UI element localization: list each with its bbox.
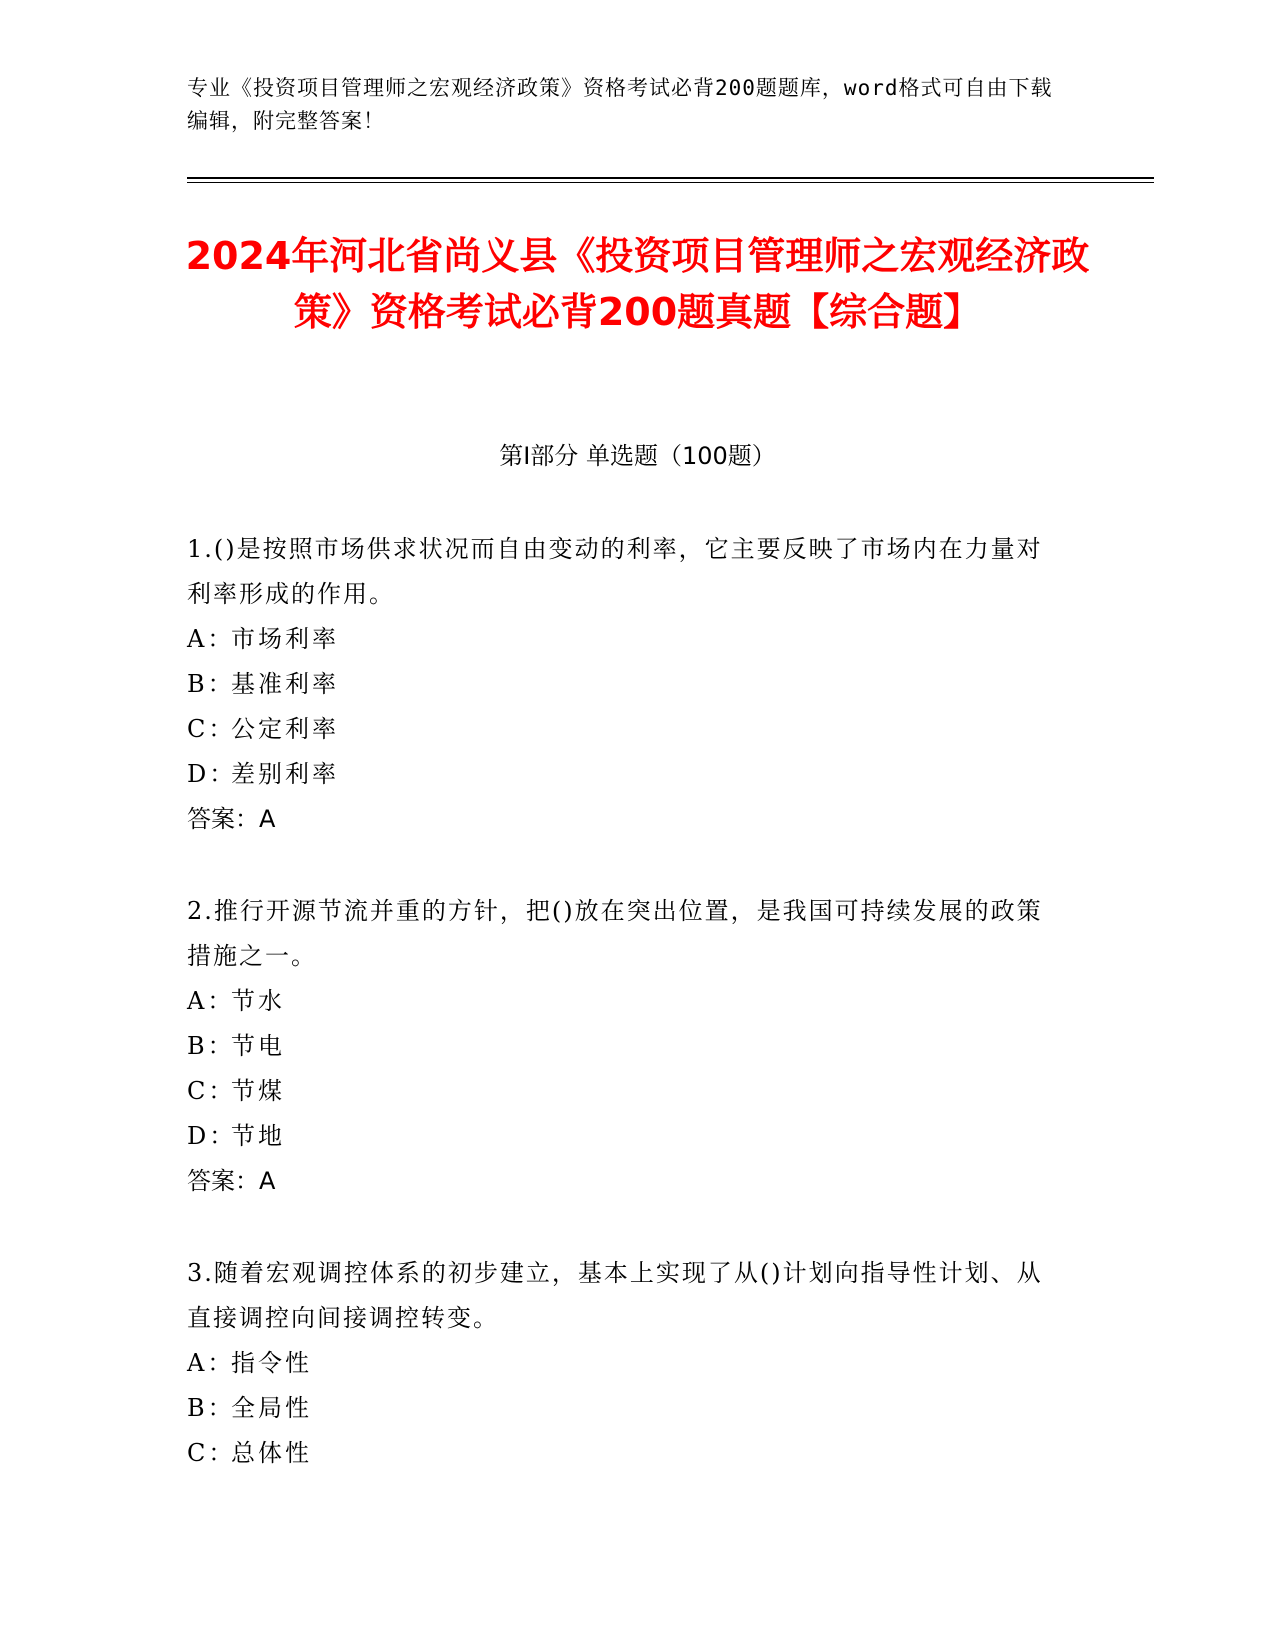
option-letter: A： [187,625,235,653]
option-a [187,1341,1067,1386]
answer-line: 答案：A [187,805,276,833]
question-list [187,527,1067,1523]
section-heading: 第I部分 单选题（100题） [499,442,776,470]
option-letter: B： [187,1032,235,1060]
option-letter: D： [187,1122,237,1150]
question-3 [187,1251,1067,1476]
option-c [187,1069,1067,1114]
option-letter: D： [187,760,237,788]
option-b [187,1386,1067,1431]
option-letter: A： [187,987,235,1015]
question-2 [187,889,1067,1204]
option-text: 差别利率 [231,760,339,788]
header-note: 专业《投资项目管理师之宏观经济政策》资格考试必背200题题库，word格式可自由下载编辑，附完整答案！ [187,76,1053,133]
question-stem: 3.随着宏观调控体系的初步建立，基本上实现了从()计划向指导性计划、从直接调控向间接调控转变。 [187,1259,1043,1332]
option-a [187,617,1067,662]
option-text: 指令性 [231,1349,312,1377]
option-letter: A： [187,1349,235,1377]
option-text: 节电 [231,1032,285,1060]
option-text: 节煤 [231,1077,285,1105]
option-text: 全局性 [231,1394,312,1422]
question-stem: 1.()是按照市场供求状况而自由变动的利率，它主要反映了市场内在力量对利率形成的作用。 [187,535,1043,608]
option-a [187,979,1067,1024]
header-rule-thick [187,177,1154,179]
option-letter: C： [187,1439,236,1467]
question-stem: 2.推行开源节流并重的方针，把()放在突出位置，是我国可持续发展的政策措施之一。 [187,897,1043,970]
option-d [187,752,1067,797]
option-text: 节水 [231,987,285,1015]
option-letter: C： [187,715,236,743]
option-b [187,662,1067,707]
option-text: 基准利率 [231,670,339,698]
option-text: 总体性 [231,1439,312,1467]
answer-line: 答案：A [187,1167,276,1195]
option-b [187,1024,1067,1069]
option-text: 公定利率 [231,715,339,743]
question-1 [187,527,1067,842]
document-title: 2024年河北省尚义县《投资项目管理师之宏观经济政策》资格考试必背200题真题【综合题】 [185,234,1090,334]
option-c [187,707,1067,752]
option-c [187,1431,1067,1476]
option-text: 市场利率 [231,625,339,653]
option-letter: B： [187,1394,235,1422]
option-letter: B： [187,670,235,698]
option-d [187,1114,1067,1159]
header-rule-thin [187,182,1154,183]
option-text: 节地 [231,1122,285,1150]
option-letter: C： [187,1077,236,1105]
